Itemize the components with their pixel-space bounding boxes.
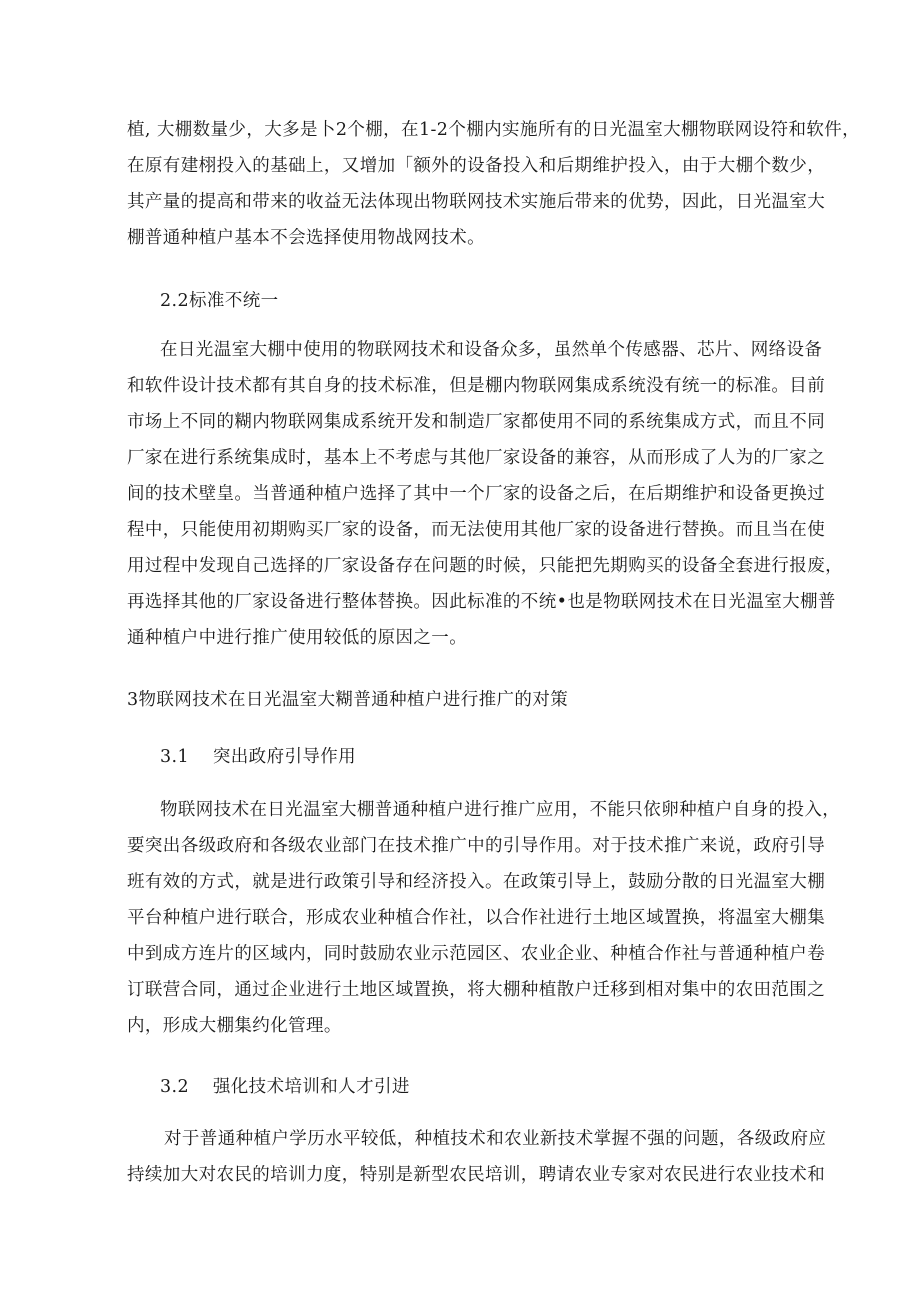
para3-line: 平台种植户进行联合，形成农业种植合作社，以合作社进行土地区域置换，将温室大棚集 <box>127 908 826 928</box>
para3-line: 要突出各级政府和各级农业部门在技术推广中的引导作用。对于技术推广来说，政府引导 <box>127 836 826 856</box>
para2-line: 程中，只能使用初期购买厂家的设备，而无法使用其他厂家的设备进行替换。而且当在使 <box>127 520 826 540</box>
section-heading-3-2: 3.2 强化技术培训和人才引进 <box>160 1077 410 1097</box>
para1-line: 棚普通种植户基本不会选择使用物战网技术。 <box>127 228 485 248</box>
para3-line: 订联营合同，通过企业进行土地区域置换，将大棚种植散户迁移到相对集中的农田范围之 <box>127 980 826 1000</box>
section-heading-3: 3物联网技术在日光温室大糊普通种植户进行推广的对策 <box>127 690 569 710</box>
para2-line: 厂家在进行系统集成时，基本上不考虑与其他厂家设备的兼容，从而形成了人为的厂家之 <box>127 448 826 468</box>
para4-line: 持续加大对农民的培训力度，特别是新型农民培训，聘请农业专家对农民进行农业技术和 <box>127 1165 826 1185</box>
para2-line: 市场上不同的糊内物联网集成系统开发和制造厂家都使用不同的系统集成方式，而且不同 <box>127 412 826 432</box>
para2-line: 再选择其他的厂家设备进行整体替换。因此标准的不统•也是物联网技术在日光温室大棚普 <box>127 592 836 612</box>
section-heading-2-2: 2.2标准不统一 <box>160 291 279 311</box>
para1-line: 在原有建栩投入的基础上，又增加「额外的设备投入和后期维护投入，由于大棚个数少， <box>127 156 826 176</box>
para2-line: 间的技术壁皇。当普通种植户选择了其中一个厂家的设备之后，在后期维护和设备更换过 <box>127 484 826 504</box>
para1-line: 植, 大棚数量少，大多是卜2个棚，在1-2个棚内实施所有的日光温室大棚物联网设符和软件， <box>127 120 861 140</box>
section-heading-3-1: 3.1 突出政府引导作用 <box>160 747 357 767</box>
para2-line: 和软件设计技术都有其自身的技术标准，但是棚内物联网集成系统没有统一的标准。目前 <box>127 376 826 396</box>
para3-line: 内，形成大棚集约化管理。 <box>127 1016 342 1036</box>
para3-line: 中到成方连片的区域内，同时鼓励农业示范园区、农业企业、种植合作社与普通种植户卷 <box>127 944 826 964</box>
para3-line: 物联网技术在日光温室大棚普通种植户进行推广应用，不能只依卵种植户自身的投入， <box>160 800 841 820</box>
para4-line: 对于普通种植户学历水平较低，种植技术和农业新技术掌握不强的问题，各级政府应 <box>164 1129 827 1149</box>
para2-line: 在日光温室大棚中使用的物联网技术和设备众多，虽然单个传感器、芯片、网络设备 <box>160 340 823 360</box>
para3-line: 班有效的方式，就是进行政策引导和经济投入。在政策引导上，鼓励分散的日光温室大棚 <box>127 872 826 892</box>
para1-line: 其产量的提高和带来的收益无法体现出物联网技术实施后带来的优势，因此，日光温室大 <box>127 192 826 212</box>
para2-line: 用过程中发现自己选择的厂家设备存在问题的时候，只能把先期购买的设备全套进行报废， <box>127 556 843 576</box>
para2-line: 通种植户中进行推广使用较低的原因之一。 <box>127 628 468 648</box>
